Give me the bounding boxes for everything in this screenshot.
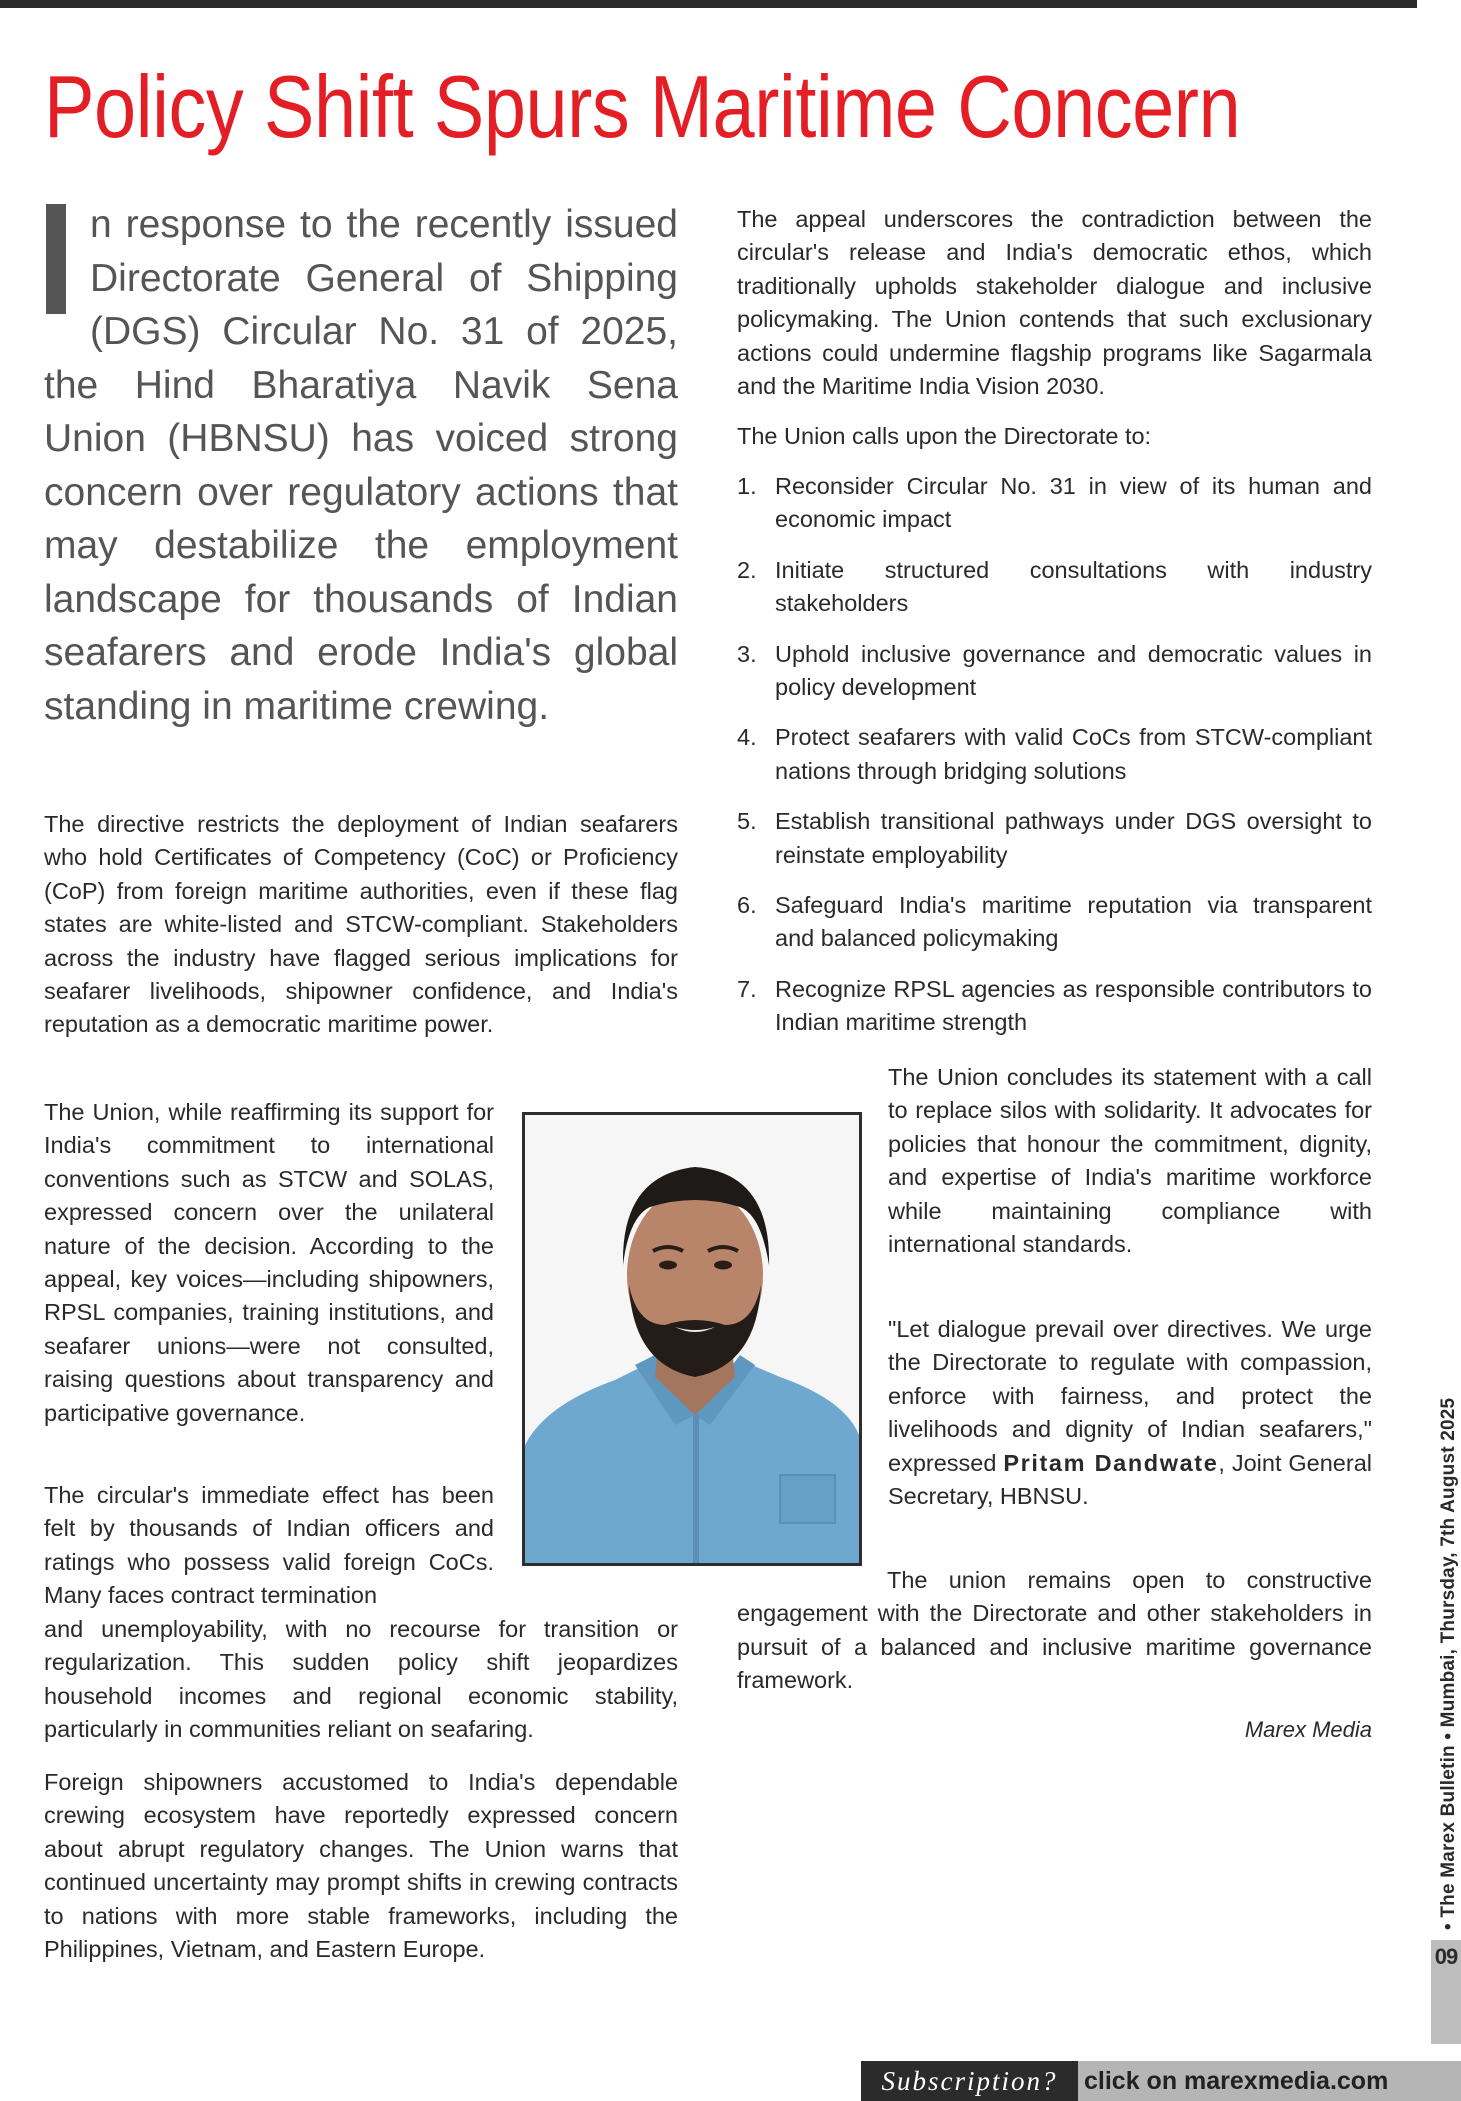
closing-rest-text: engagement with the Directorate and other stakeholders in pursuit of a balanced and inclusive maritime governance framework. bbox=[737, 1600, 1372, 1694]
lead-text: n response to the recently issued Directorate General of Shipping (DGS) Circular No. 31 of 2025, the Hind Bharatiya Navik Sena Union (HBNSU) has voiced strong concern over regulatory actions that may destabilize the employment landscape for thousands of Indian seafarers and erode India's global standing in maritime crewing. bbox=[44, 203, 678, 728]
paragraph-appeal-contradiction: The appeal underscores the contradiction between the circular's release and India's democratic ethos, which traditionally upholds stakeholder dialogue and inclusive policymaking. The Union contends that such exclusionary actions could undermine flagship programs like Sagarmala and the Maritime India Vision 2030. bbox=[737, 206, 1372, 400]
byline: Marex Media bbox=[1244, 1717, 1372, 1742]
demand-item-2: 2. Initiate structured consultations with industry stakeholders bbox=[737, 556, 1372, 617]
paragraph-conclusion: The Union concludes its statement with a call to replace silos with solidarity. It advocates for policies that honour the commitment, dignity, and expertise of India's maritime workforce while maintaining compliance with international standards. bbox=[888, 1064, 1372, 1258]
lead-paragraph bbox=[44, 198, 678, 733]
demand-item-5: 5. Establish transitional pathways under DGS oversight to reinstate employability bbox=[737, 808, 1372, 868]
page-number: 09 bbox=[1434, 1944, 1458, 1969]
demand-item-4: 4. Protect seafarers with valid CoCs from STCW-compliant nations through bridging solutions bbox=[737, 724, 1372, 784]
paragraph-foreign-shipowners: Foreign shipowners accustomed to India's dependable crewing ecosystem have reportedly expressed concern about abrupt regulatory changes. The Union warns that continued uncertainty may prompt shifts in crewing contracts to nations with more stable frameworks, including the Philippines, Vietnam, and Eastern Europe. bbox=[44, 1769, 678, 1963]
top-rule-bar bbox=[0, 0, 1417, 8]
demand-item-6: 6. Safeguard India's maritime reputation via transparent and balanced policymaking bbox=[737, 892, 1372, 952]
paragraph-quote bbox=[888, 1313, 1372, 1513]
quote-person-name: Pritam Dandwate bbox=[1003, 1449, 1219, 1476]
dropcap-bar bbox=[46, 204, 66, 314]
demands-list bbox=[737, 470, 1372, 1057]
demand-item-3: 3. Uphold inclusive governance and democratic values in policy development bbox=[737, 640, 1372, 701]
paragraph-union-support: The Union, while reaffirming its support for India's commitment to international conventions such as STCW and SOLAS, expressed concern over the unilateral nature of the decision. According to the appeal, key voices—including shipowners, RPSL companies, training institutions, and seafarer unions—were not consulted, raising questions about transparency and participative governance. bbox=[44, 1099, 494, 1426]
subscription-banner[interactable] bbox=[861, 2061, 1461, 2101]
demand-item-7: 7. Recognize RPSL agencies as responsible contributors to Indian maritime strength bbox=[737, 975, 1372, 1036]
subscription-link[interactable]: click on marexmedia.com bbox=[1078, 2061, 1461, 2101]
left-column bbox=[44, 198, 678, 733]
paragraph-closing bbox=[737, 1564, 1372, 1698]
list-intro: The Union calls upon the Directorate to: bbox=[737, 423, 1152, 449]
quote-person-title: , Joint General Secretary, HBNSU. bbox=[888, 1449, 1372, 1510]
running-header-vertical: • The Marex Bulletin • Mumbai, Thursday, 7th August 2025 bbox=[1438, 1397, 1459, 1930]
paragraph-directive: The directive restricts the deployment of Indian seafarers who hold Certificates of Competency (CoC) or Proficiency (CoP) from foreign maritime authorities, even if these flag states are white-listed and STCW-compliant. Stakeholders across the industry have flagged serious implications for seafarer livelihoods, shipowner confidence, and India's reputation as a democratic maritime power. bbox=[44, 811, 678, 1038]
portrait-photo bbox=[522, 1112, 862, 1566]
quote-text: "Let dialogue prevail over directives. We urge the Directorate to regulate with compassion, enforce with fairness, and protect the livelihoods and dignity of Indian seafarers," expressed bbox=[888, 1316, 1372, 1476]
subscription-label: Subscription? bbox=[861, 2061, 1078, 2101]
demand-item-1: 1. Reconsider Circular No. 31 in view of its human and economic impact bbox=[737, 473, 1372, 533]
paragraph-circular-effect-part2: and unemployability, with no recourse for transition or regularization. This sudden policy shift jeopardizes household incomes and regional economic stability, particularly in communities reliant on seafaring. bbox=[44, 1616, 678, 1743]
headline: Policy Shift Spurs Maritime Concern bbox=[44, 57, 1241, 156]
person-portrait-icon bbox=[525, 1115, 859, 1563]
paragraph-circular-effect-part1: The circular's immediate effect has been felt by thousands of Indian officers and ratings who possess valid foreign CoCs. Many faces contract termination bbox=[44, 1482, 494, 1609]
closing-indent-text: The union remains open to constructive bbox=[887, 1567, 1372, 1593]
